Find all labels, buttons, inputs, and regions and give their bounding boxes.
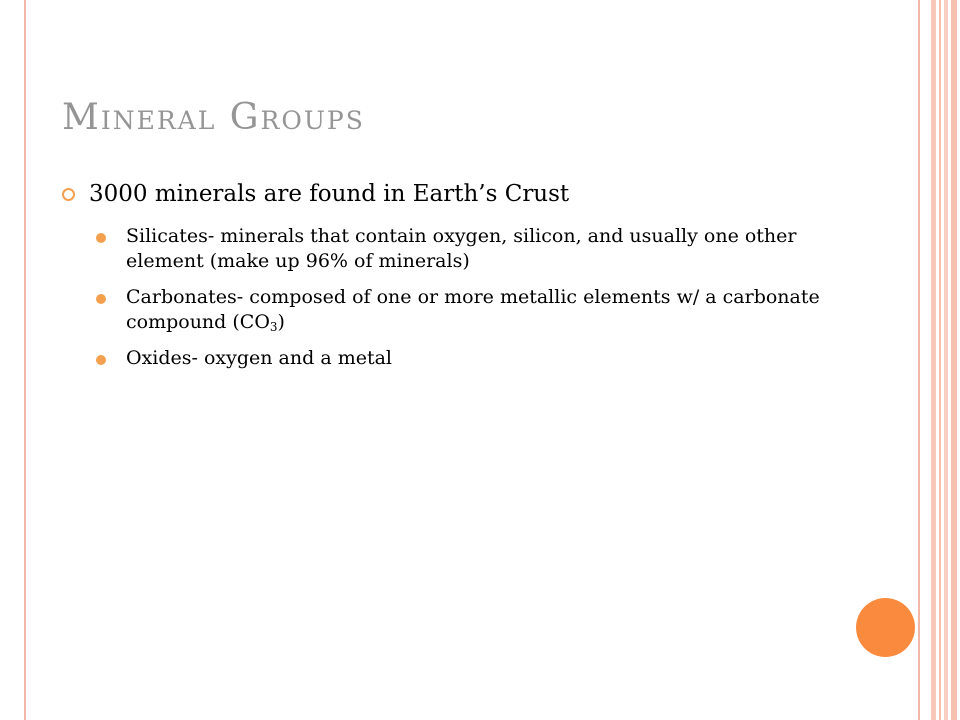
slide-title: Mineral Groups (62, 97, 365, 138)
decor-stripe (939, 0, 941, 720)
slide-content (62, 178, 842, 382)
decor-stripe (951, 0, 957, 720)
sub-bullet-carbonates (96, 285, 842, 335)
dot-bullet-icon (96, 355, 106, 365)
sub-bullet-text-end: ) (277, 311, 285, 333)
accent-circle (856, 598, 915, 657)
ring-bullet-icon (62, 188, 75, 201)
dot-bullet-icon (96, 294, 106, 304)
subscript-3: 3 (269, 320, 278, 334)
sub-bullet-text: Oxides- oxygen and a metal (126, 347, 392, 369)
dot-bullet-icon (96, 233, 106, 243)
sub-bullet-silicates (96, 224, 842, 274)
sub-bullet-text: Silicates- minerals that contain oxygen, silicon, and usually one other element (make up 96% of minerals) (126, 225, 797, 272)
bullet-main-text: 3000 minerals are found in Earth’s Crust (89, 181, 570, 207)
decor-stripe (931, 0, 936, 720)
sub-bullet-oxides (96, 346, 842, 371)
bullet-main (62, 178, 842, 210)
sub-bullet-text: Carbonates- composed of one or more metallic elements w/ a carbonate compound (CO (126, 286, 820, 333)
decor-stripe (944, 0, 948, 720)
